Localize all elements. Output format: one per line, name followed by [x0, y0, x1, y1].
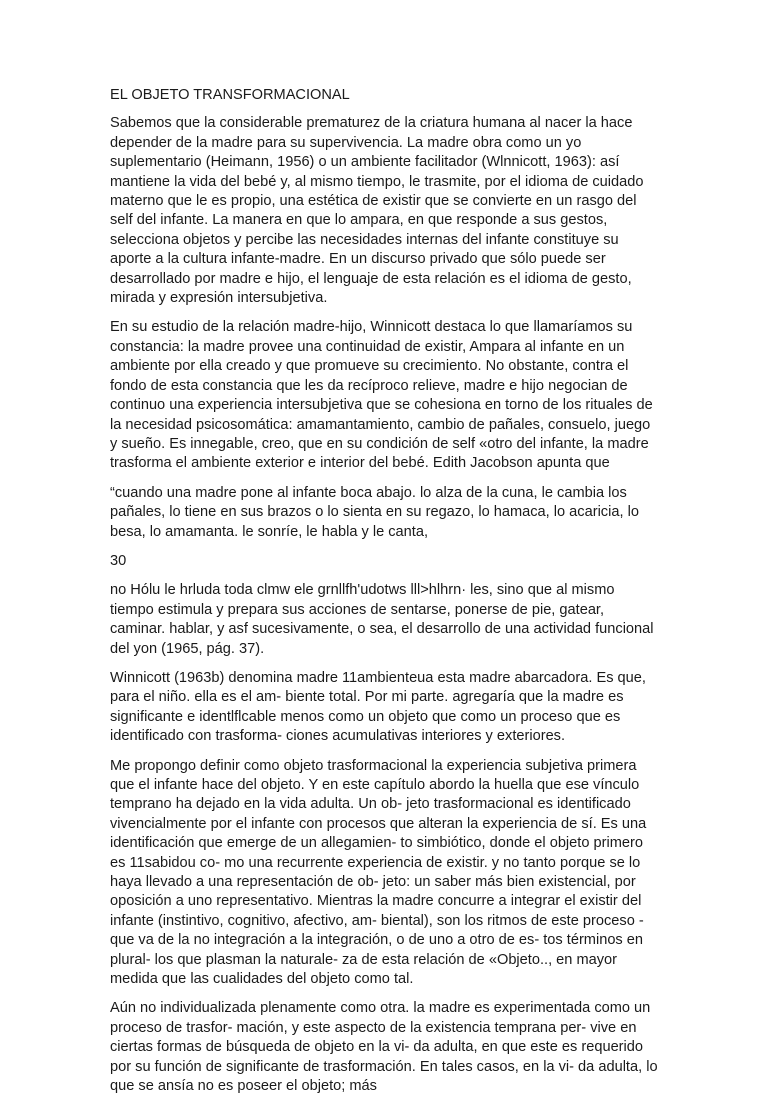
paragraph-3-quote: “cuando una madre pone al infante boca abajo. lo alza de la cuna, le cambia los pañales, lo tiene en sus brazos o lo sienta en su regazo, lo hamaca, lo acaricia, lo besa, lo amamanta. le sonríe, le habla y le canta,: [110, 484, 639, 540]
document-page: [110, 86, 658, 1107]
page-number: 30: [110, 552, 127, 569]
paragraph-2: En su estudio de la relación madre-hijo, Winnicott destaca lo que llamaríamos su constancia: la madre provee una continuidad de existir, Ampara al infante en un ambiente por ella creado y que promueve su crecimiento. No obstante, contra el fondo de esta constancia que les da recíproco relieve, madre e hijo negocian de continuo una experiencia intersubjetiva que se cohesiona en torno de los rituales de la necesidad psicosomática: amamantamiento, cambio de pañales, consuelo, juego y sueño. Es innegable, creo, que en su condición de self «otro del infante, la madre trasforma el ambiente exterior e interior del bebé. Edith Jacobson apunta que: [110, 319, 653, 472]
paragraph-6: Me propongo definir como objeto trasformacional la experiencia subjetiva primera que el infante hace del objeto. Y en este capítulo abordo la huella que ese vínculo temprano ha dejado en la vida adulta. Un ob- jeto trasformacional es identificado vivencialmente por el infante con procesos que alteran la experiencia de sí. Es una identificación que emerge de un allegamien- to simbiótico, donde el objeto primero es 11sabidou co- mo una recurrente experiencia de existir. y no tanto porque se lo haya llevado a una representación de ob- jeto: un saber más bien existencial, por oposición a uno representativo. Mientras la madre concurre a integrar el existir del infante (instintivo, cognitivo, afectivo, am- biental), son los ritmos de este proceso -que va de la no integración a la integración, o de uno a otro de es- tos términos en plural- los que plasman la naturale- za de esta relación de «Objeto.., en mayor medida que las cualidades del objeto como tal.: [110, 757, 647, 988]
document-title: EL OBJETO TRANSFORMACIONAL: [110, 87, 350, 103]
paragraph-7: Aún no individualizada plenamente como otra. la madre es experimentada como un proceso de trasfor- mación, y este aspecto de la existencia temprana per- vive en ciertas formas de búsqueda de objeto en la vi- da adulta, en que este es requerido por su función de significante de trasformación. En tales casos, en la vi- da adulta, lo que se ansía no es poseer el objeto; más: [110, 1000, 658, 1095]
paragraph-1: Sabemos que la considerable prematurez de la criatura humana al nacer la hace depender de la madre para su supervivencia. La madre obra como un yo suplementario (Heimann, 1956) o un ambiente facilitador (Wlnnicott, 1963): así mantiene la vida del bebé y, al mismo tiempo, le trasmite, por el idioma de cuidado materno que le es propio, una estética de existir que se convierte en un rasgo del self del infante. La manera en que lo ampara, en que responde a sus gestos, selecciona objetos y percibe las necesidades internas del infante constituye su aporte a la cultura infante-madre. En un discurso privado que sólo puede ser desarrollado por madre e hijo, el lenguaje de esta relación es el idioma de gesto, mirada y expresión intersubjetiva.: [110, 115, 644, 307]
paragraph-5: Winnicott (1963b) denomina madre 11ambienteua esta madre abarcadora. Es que, para el niño. ella es el am- biente total. Por mi parte. agregaría que la madre es significante e identlflcable menos como un objeto que como un proceso que es identificado con trasforma- ciones acumulativas interiores y exteriores.: [110, 669, 646, 745]
paragraph-4: no Hólu le hrluda toda clmw ele grnllfh'udotws lll>hlhrn· les, sino que al mismo tiempo estimula y prepara sus acciones de sentarse, ponerse de pie, gatear, caminar. hablar, y asf sucesivamente, o sea, el desarrollo de una actividad funcional del yon (1965, pág. 37).: [110, 582, 654, 657]
